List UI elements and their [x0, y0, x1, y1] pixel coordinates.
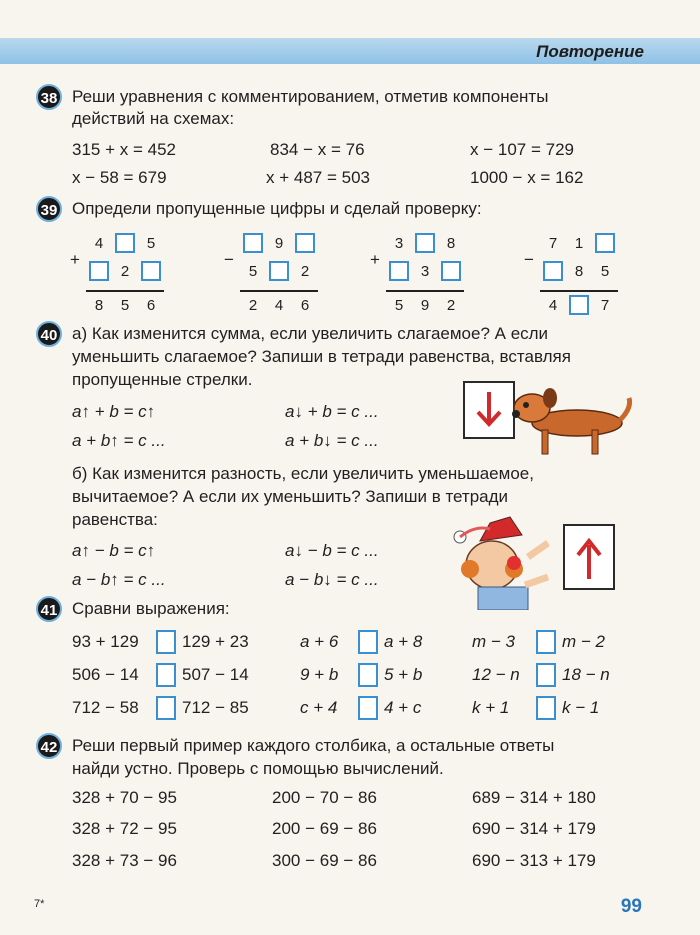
digit: 7 [600, 297, 610, 314]
digit: 9 [274, 235, 284, 252]
digit: 5 [120, 297, 130, 314]
exercise-number-38: 38 [36, 84, 62, 110]
ex38-equation: 834 − x = 76 [270, 140, 365, 159]
sum-line [240, 290, 318, 292]
digit: 3 [420, 263, 430, 280]
ex40-a-expr: a + b↑ = c ... [72, 431, 166, 450]
comparison-sign-box[interactable] [156, 663, 176, 687]
comparison-sign-box[interactable] [536, 663, 556, 687]
ex41-left-expression: c + 4 [300, 698, 338, 717]
ex39-operation-sign: + [370, 250, 380, 269]
exercise-number-42: 42 [36, 733, 62, 759]
exercise-number-40: 40 [36, 321, 62, 347]
ex40-b-expr: a↓ − b = c ... [285, 541, 379, 560]
digit: 8 [446, 235, 456, 252]
ex41-right-expression: 5 + b [384, 665, 423, 684]
missing-digit-box[interactable] [141, 261, 161, 281]
ex38-text-line1: Реши уравнения с комментированием, отметив компоненты [72, 87, 549, 106]
ex42-expression: 690 − 314 + 179 [472, 819, 596, 838]
clown-illustration [440, 515, 630, 610]
ex40-b-expr: a↑ − b = c↑ [72, 541, 156, 560]
ex41-left-expression: 12 − n [472, 665, 520, 684]
sum-line [540, 290, 618, 292]
digit: 3 [394, 235, 404, 252]
page-number: 99 [620, 896, 642, 917]
comparison-sign-box[interactable] [156, 696, 176, 720]
comparison-sign-box[interactable] [358, 696, 378, 720]
ex39-operation-sign: − [524, 250, 534, 269]
digit: 6 [300, 297, 310, 314]
ex40-b-line3: равенства: [72, 510, 158, 529]
ex42-expression: 328 + 70 − 95 [72, 788, 177, 807]
ex41-left-expression: 9 + b [300, 665, 339, 684]
ex38-equation: x − 58 = 679 [72, 168, 167, 187]
ex40-b-line1: б) Как изменится разность, если увеличить уменьшаемое, [72, 464, 534, 483]
comparison-sign-box[interactable] [536, 696, 556, 720]
digit: 4 [548, 297, 558, 314]
section-header-band [0, 38, 700, 64]
ex38-equation: x + 487 = 503 [266, 168, 370, 187]
digit: 8 [574, 263, 584, 280]
missing-digit-box[interactable] [295, 233, 315, 253]
missing-digit-box[interactable] [115, 233, 135, 253]
digit: 5 [146, 235, 156, 252]
ex41-right-expression: 712 − 85 [182, 698, 249, 717]
missing-digit-box[interactable] [389, 261, 409, 281]
ex38-equation: 315 + x = 452 [72, 140, 176, 159]
ex38-equation: x − 107 = 729 [470, 140, 574, 159]
ex41-text: Сравни выражения: [72, 599, 230, 618]
ex40-a-expr: a + b↓ = c ... [285, 431, 379, 450]
ex41-left-expression: 712 − 58 [72, 698, 139, 717]
digit: 9 [420, 297, 430, 314]
digit: 4 [94, 235, 104, 252]
digit: 2 [300, 263, 310, 280]
exercise-number-41: 41 [36, 596, 62, 622]
ex40-a-line1: а) Как изменится сумма, если увеличить слагаемое? А если [72, 324, 549, 343]
ex40-b-expr: a − b↓ = c ... [285, 570, 379, 589]
missing-digit-box[interactable] [89, 261, 109, 281]
ex40-a-expr: a↓ + b = c ... [285, 402, 379, 421]
ex41-right-expression: 507 − 14 [182, 665, 249, 684]
ex42-text-line1: Реши первый пример каждого столбика, а остальные ответы [72, 736, 555, 755]
digit: 2 [248, 297, 258, 314]
ex41-right-expression: m − 2 [562, 632, 605, 651]
comparison-sign-box[interactable] [358, 663, 378, 687]
digit: 7 [548, 235, 558, 252]
ex38-text-line2: действий на схемах: [72, 109, 235, 128]
missing-digit-box[interactable] [595, 233, 615, 253]
digit: 1 [574, 235, 584, 252]
dog-illustration [462, 378, 637, 460]
ex41-right-expression: a + 8 [384, 632, 423, 651]
ex40-a-line3: пропущенные стрелки. [72, 370, 253, 389]
ex41-left-expression: 93 + 129 [72, 632, 139, 651]
missing-digit-box[interactable] [243, 233, 263, 253]
digit: 2 [120, 263, 130, 280]
digit: 5 [248, 263, 258, 280]
ex42-expression: 200 − 70 − 86 [272, 788, 377, 807]
missing-digit-box[interactable] [269, 261, 289, 281]
missing-digit-box[interactable] [543, 261, 563, 281]
comparison-sign-box[interactable] [358, 630, 378, 654]
ex41-left-expression: m − 3 [472, 632, 515, 651]
digit: 4 [274, 297, 284, 314]
ex42-expression: 300 − 69 − 86 [272, 851, 377, 870]
ex40-b-expr: a − b↑ = c ... [72, 570, 166, 589]
digit: 6 [146, 297, 156, 314]
exercise-number-39: 39 [36, 196, 62, 222]
ex40-b-line2: вычитаемое? А если их уменьшить? Запиши в тетради [72, 487, 509, 506]
ex39-operation-sign: + [70, 250, 80, 269]
ex38-equation: 1000 − x = 162 [470, 168, 584, 187]
ex42-expression: 690 − 313 + 179 [472, 851, 596, 870]
comparison-sign-box[interactable] [156, 630, 176, 654]
ex39-text: Определи пропущенные цифры и сделай проверку: [72, 199, 482, 218]
ex40-a-line2: уменьшить слагаемое? Запиши в тетради равенства, вставляя [72, 347, 571, 366]
sum-line [386, 290, 464, 292]
ex42-expression: 328 + 73 − 96 [72, 851, 177, 870]
ex41-left-expression: a + 6 [300, 632, 339, 651]
ex41-right-expression: 18 − n [562, 665, 610, 684]
sum-line [86, 290, 164, 292]
digit: 2 [446, 297, 456, 314]
ex41-left-expression: 506 − 14 [72, 665, 139, 684]
ex42-expression: 328 + 72 − 95 [72, 819, 177, 838]
ex39-operation-sign: − [224, 250, 234, 269]
ex41-right-expression: k − 1 [562, 698, 600, 717]
section-title: Повторение [536, 42, 644, 61]
comparison-sign-box[interactable] [536, 630, 556, 654]
missing-digit-box[interactable] [441, 261, 461, 281]
ex42-text-line2: найди устно. Проверь с помощью вычислений. [72, 759, 444, 778]
missing-digit-box[interactable] [569, 295, 589, 315]
digit: 8 [94, 297, 104, 314]
ex40-a-expr: a↑ + b = c↑ [72, 402, 156, 421]
ex42-expression: 200 − 69 − 86 [272, 819, 377, 838]
digit: 5 [394, 297, 404, 314]
ex41-right-expression: 4 + c [384, 698, 422, 717]
ex42-expression: 689 − 314 + 180 [472, 788, 596, 807]
ex41-right-expression: 129 + 23 [182, 632, 249, 651]
missing-digit-box[interactable] [415, 233, 435, 253]
printer-signature: 7* [34, 898, 45, 910]
digit: 5 [600, 263, 610, 280]
ex41-left-expression: k + 1 [472, 698, 510, 717]
